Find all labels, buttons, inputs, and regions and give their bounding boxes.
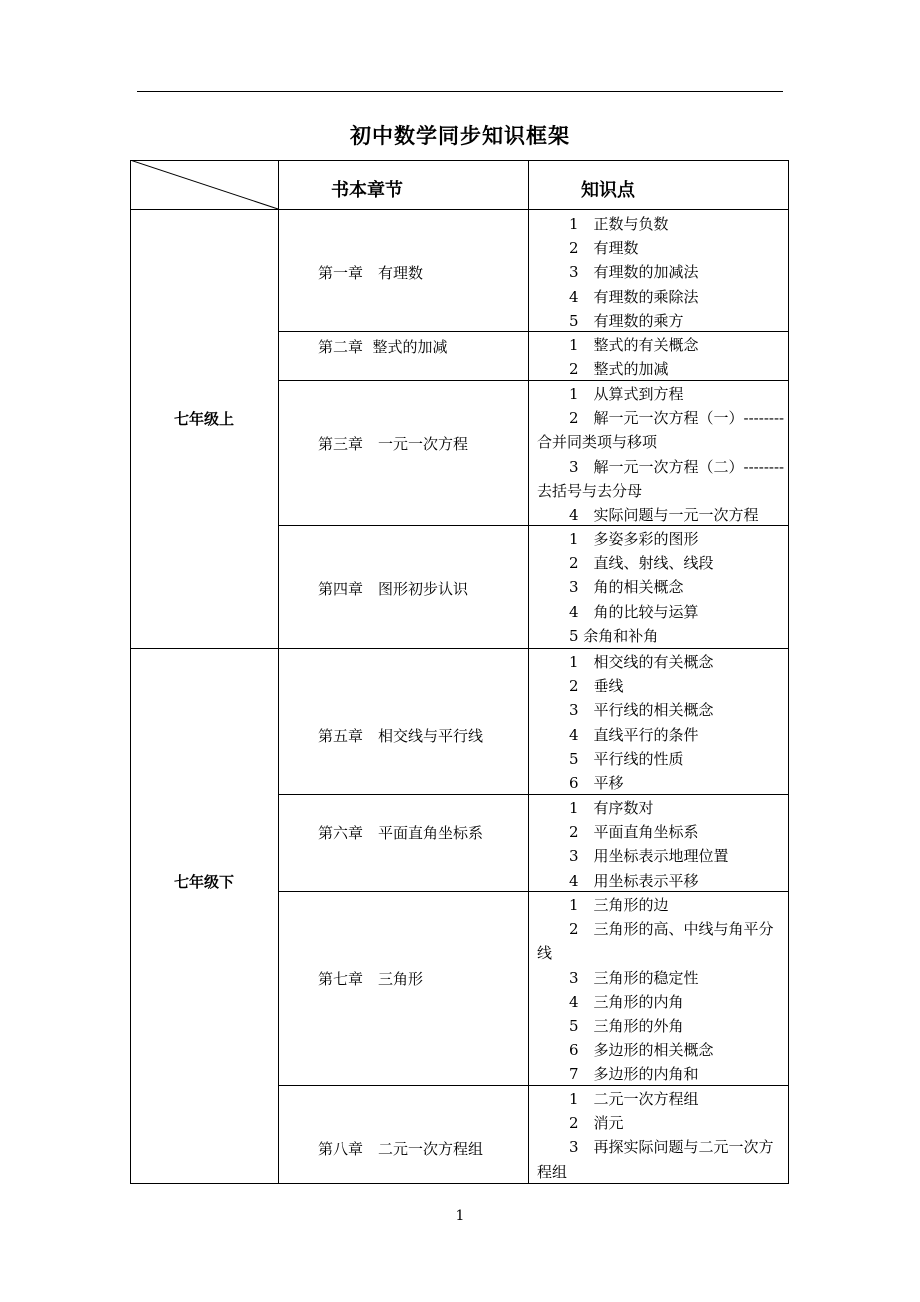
- header-chapter: 书本章节: [331, 180, 403, 201]
- knowledge-point-continuation: 线: [537, 944, 553, 963]
- knowledge-point: 4 有理数的乘除法: [569, 287, 699, 306]
- knowledge-point: 6 多边形的相关概念: [569, 1041, 714, 1060]
- knowledge-point: 3 用坐标表示地理位置: [569, 847, 729, 866]
- knowledge-list: [537, 1087, 789, 1184]
- header-rule: [137, 91, 783, 92]
- knowledge-point: 2 整式的加减: [569, 360, 669, 379]
- knowledge-point: 2 直线、射线、线段: [569, 554, 714, 573]
- knowledge-point: 2 平面直角坐标系: [569, 823, 699, 842]
- knowledge-list: [537, 212, 789, 333]
- knowledge-point: 1 三角形的边: [569, 896, 669, 914]
- grade-label: 七年级上: [173, 410, 234, 428]
- knowledge-list: [537, 796, 789, 893]
- knowledge-list: [537, 333, 789, 381]
- knowledge-point: 2 三角形的高、中线与角平分: [569, 920, 774, 939]
- knowledge-point: 5 三角形的外角: [569, 1017, 684, 1036]
- diagonal-header-cell: [130, 160, 279, 210]
- table-border-left: [130, 160, 131, 1184]
- chapter-title: 第四章 图形初步认识: [318, 580, 469, 598]
- knowledge-point-continuation: 合并同类项与移项: [537, 433, 658, 452]
- knowledge-point: 1 从算式到方程: [569, 385, 684, 403]
- knowledge-list: [537, 527, 789, 648]
- knowledge-point: 5 有理数的乘方: [569, 311, 684, 330]
- knowledge-point-continuation: 程组: [537, 1162, 568, 1181]
- knowledge-point-continuation: 去括号与去分母: [537, 481, 643, 500]
- knowledge-point: 5 余角和补角: [569, 626, 659, 645]
- knowledge-point: 3 再探实际问题与二元一次方: [569, 1138, 774, 1157]
- knowledge-list: [537, 893, 789, 1087]
- page-title: 初中数学同步知识框架: [350, 124, 570, 148]
- grade-divider-rule: [130, 648, 789, 649]
- knowledge-point: 2 解一元一次方程（一）--------: [569, 409, 785, 428]
- knowledge-point: 5 平行线的性质: [569, 749, 684, 768]
- knowledge-point: 2 垂线: [569, 677, 624, 696]
- column-divider: [278, 160, 279, 1184]
- knowledge-point: 3 有理数的加减法: [569, 263, 699, 282]
- chapter-title: 第三章 一元一次方程: [318, 435, 469, 453]
- knowledge-point: 1 正数与负数: [569, 215, 669, 233]
- chapter-title: 第一章 有理数: [318, 264, 424, 282]
- chapter-title: 第五章 相交线与平行线: [318, 727, 484, 745]
- knowledge-point: 2 有理数: [569, 239, 639, 258]
- knowledge-point: 7 多边形的内角和: [569, 1065, 699, 1084]
- grade-label: 七年级下: [173, 873, 234, 891]
- knowledge-point: 4 角的比较与运算: [569, 602, 699, 621]
- knowledge-point: 4 实际问题与一元一次方程: [569, 506, 759, 525]
- knowledge-point: 4 三角形的内角: [569, 992, 684, 1011]
- knowledge-list: [537, 382, 789, 527]
- chapter-title: 第六章 平面直角坐标系: [318, 824, 484, 842]
- knowledge-point: 1 相交线的有关概念: [569, 653, 714, 671]
- header-knowledge: 知识点: [581, 180, 635, 201]
- knowledge-point: 2 消元: [569, 1114, 624, 1133]
- column-divider: [528, 160, 529, 1184]
- knowledge-list: [537, 650, 789, 795]
- knowledge-point: 1 有序数对: [569, 799, 654, 817]
- knowledge-point: 1 多姿多彩的图形: [569, 530, 699, 548]
- knowledge-point: 1 二元一次方程组: [569, 1090, 699, 1108]
- knowledge-point: 3 解一元一次方程（二）--------: [569, 457, 785, 476]
- chapter-title: 第八章 二元一次方程组: [318, 1140, 484, 1158]
- knowledge-point: 3 平行线的相关概念: [569, 701, 714, 720]
- knowledge-point: 4 用坐标表示平移: [569, 871, 699, 890]
- knowledge-point: 3 三角形的稳定性: [569, 968, 699, 987]
- knowledge-point: 3 角的相关概念: [569, 578, 684, 597]
- chapter-title: 第二章 整式的加减: [318, 338, 448, 356]
- knowledge-point: 6 平移: [569, 774, 624, 793]
- knowledge-point: 4 直线平行的条件: [569, 725, 699, 744]
- chapter-title: 第七章 三角形: [318, 970, 424, 988]
- knowledge-point: 1 整式的有关概念: [569, 336, 699, 354]
- page-number: 1: [455, 1208, 465, 1224]
